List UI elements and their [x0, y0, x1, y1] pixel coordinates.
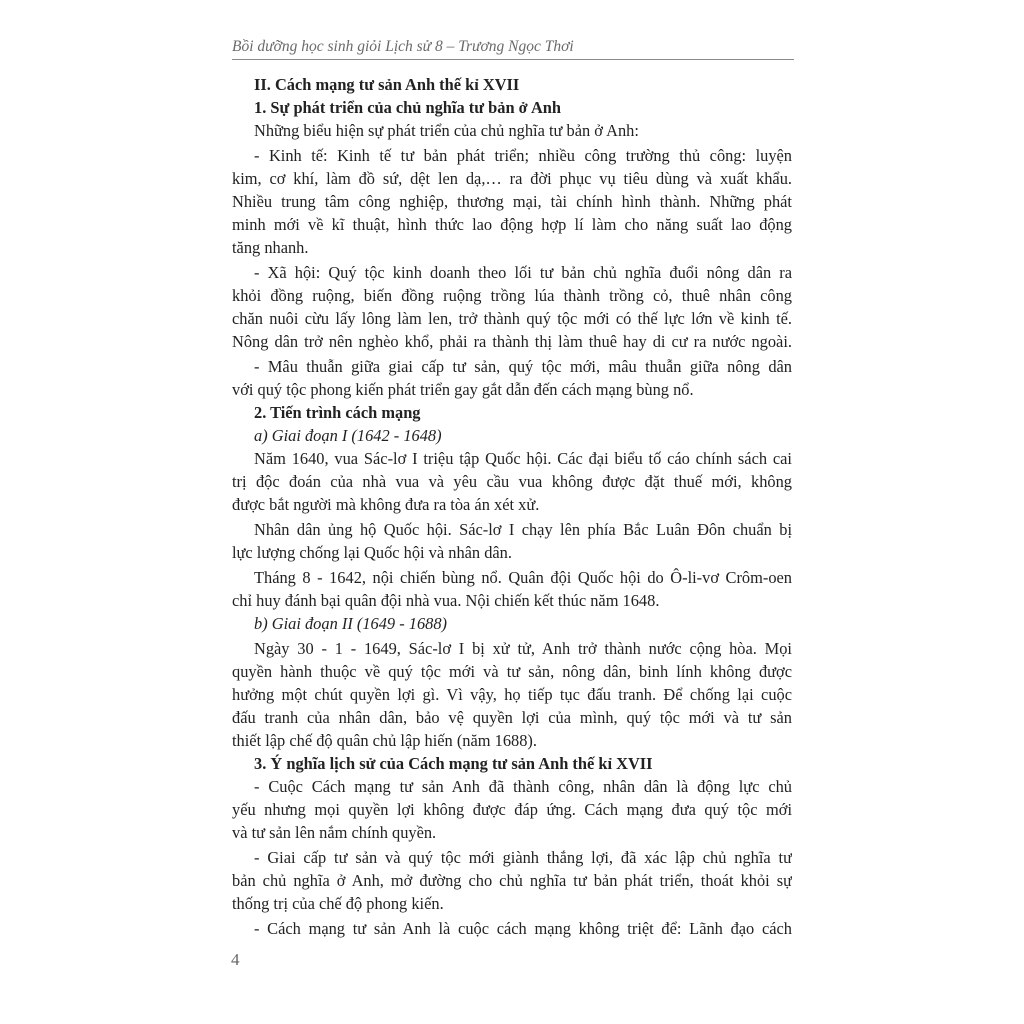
text-line: thiết lập chế độ quân chủ lập hiến (năm 1688).	[232, 731, 537, 750]
text-line: trị độc đoán của nhà vua và yêu cầu vua không được đặt thuế mới, không	[232, 472, 792, 491]
text-line: với quý tộc phong kiến phát triển gay gắt dẫn đến cách mạng bùng nổ.	[232, 380, 694, 399]
text-line: - Cách mạng tư sản Anh là cuộc cách mạng không triệt để: Lãnh đạo cách	[254, 919, 792, 938]
phase-1-title: a) Giai đoạn I (1642 - 1648)	[254, 426, 442, 445]
text-line: bản chủ nghĩa ở Anh, mở đường cho chủ nghĩa tư bản phát triển, thoát khỏi sự	[232, 871, 792, 890]
text-line: yếu nhưng mọi quyền lợi không được đáp ứng. Cách mạng đưa quý tộc mới	[232, 800, 792, 819]
subsection-title-3: 3. Ý nghĩa lịch sử của Cách mạng tư sản Anh thế kỉ XVII	[254, 754, 653, 773]
text-line: được bắt người mà không đưa ra tòa án xét xử.	[232, 495, 540, 514]
text-line: - Mâu thuẫn giữa giai cấp tư sản, quý tộc mới, mâu thuẫn giữa nông dân	[254, 357, 792, 376]
text-line: - Xã hội: Quý tộc kinh doanh theo lối tư bản chủ nghĩa đuổi nông dân ra	[254, 263, 792, 282]
text-line: và tư sản lên nắm chính quyền.	[232, 823, 437, 842]
text-line: Nhiều trung tâm công nghiệp, thương mại, tài chính hình thành. Những phát	[232, 192, 792, 211]
text-line: Nông dân trở nên nghèo khổ, phải ra thành thị làm thuê hay di cư ra nước ngoài.	[232, 332, 792, 351]
text-line: lực lượng chống lại Quốc hội và nhân dân.	[232, 543, 512, 562]
text-line: Năm 1640, vua Sác-lơ I triệu tập Quốc hội. Các đại biểu tố cáo chính sách cai	[254, 449, 792, 468]
running-header: Bồi dưỡng học sinh giỏi Lịch sử 8 – Trương Ngọc Thơi	[232, 38, 794, 60]
text-line: chỉ huy đánh bại quân đội nhà vua. Nội chiến kết thúc năm 1648.	[232, 591, 660, 610]
text-line: khỏi đồng ruộng, biến đồng ruộng trồng lúa thành trồng cỏ, thuê nhân công	[232, 286, 792, 305]
text-line: Nhân dân ủng hộ Quốc hội. Sác-lơ I chạy lên phía Bắc Luân Đôn chuẩn bị	[254, 520, 792, 539]
page-body	[232, 73, 792, 940]
intro-sentence: Những biểu hiện sự phát triển của chủ nghĩa tư bản ở Anh:	[254, 121, 639, 140]
text-line: hưởng một chút quyền lợi gì. Vì vậy, họ tiếp tục đấu tranh. Để chống lại cuộc	[232, 685, 792, 704]
page-number: 4	[231, 950, 240, 969]
text-line: quyền hành thuộc về quý tộc mới và tư sản, nông dân, binh lính không được	[232, 662, 792, 681]
subsection-title-2: 2. Tiến trình cách mạng	[254, 403, 421, 422]
text-line: thống trị của chế độ phong kiến.	[232, 894, 444, 913]
text-line: tăng nhanh.	[232, 238, 309, 257]
text-line: đấu tranh của nhân dân, bảo vệ quyền lợi của mình, quý tộc mới và tư sản	[232, 708, 792, 727]
text-line: Tháng 8 - 1642, nội chiến bùng nổ. Quân đội Quốc hội do Ô-li-vơ Crôm-oen	[254, 568, 792, 587]
text-line: - Cuộc Cách mạng tư sản Anh đã thành công, nhân dân là động lực chủ	[254, 777, 792, 796]
text-line: - Giai cấp tư sản và quý tộc mới giành thắng lợi, đã xác lập chủ nghĩa tư	[254, 848, 792, 867]
section-title: II. Cách mạng tư sản Anh thế kỉ XVII	[254, 75, 520, 94]
text-line: chăn nuôi cừu lấy lông làm len, trở thành quý tộc mới có thế lực lớn về kinh tế.	[232, 309, 792, 328]
text-line: kim, cơ khí, làm đồ sứ, dệt len dạ,… ra đời phục vụ tiêu dùng và xuất khẩu.	[232, 169, 792, 188]
subsection-title-1: 1. Sự phát triển của chủ nghĩa tư bản ở Anh	[254, 98, 562, 117]
text-line: Ngày 30 - 1 - 1649, Sác-lơ I bị xử tử, Anh trở thành nước cộng hòa. Mọi	[254, 639, 792, 658]
phase-2-title: b) Giai đoạn II (1649 - 1688)	[254, 614, 448, 633]
text-line: minh mới về kĩ thuật, hình thức lao động hợp lí làm cho năng suất lao động	[232, 215, 792, 234]
text-line: - Kinh tế: Kinh tế tư bản phát triển; nhiều công trường thủ công: luyện	[254, 146, 792, 165]
